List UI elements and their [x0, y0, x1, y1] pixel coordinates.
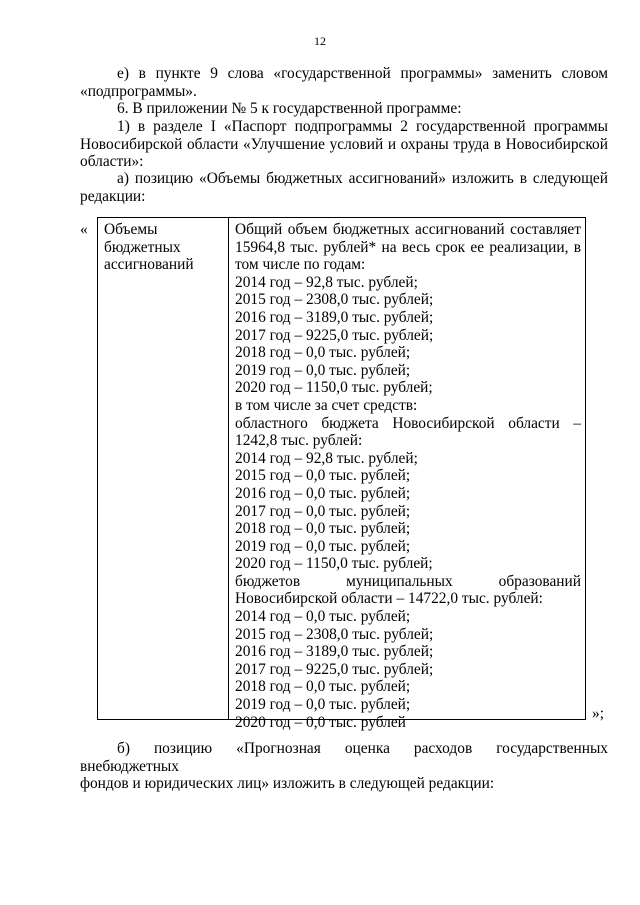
- paragraph-line: фондов и юридических лиц» изложить в следующей редакции:: [80, 775, 495, 793]
- paragraph-line: области»:: [80, 153, 144, 171]
- value-line: 2017 год – 9225,0 тыс. рублей;: [235, 326, 434, 344]
- value-line: 2020 год – 0,0 тыс. рублей: [235, 713, 406, 731]
- paragraph-line: 6. В приложении № 5 к государственной программе:: [117, 100, 462, 117]
- value-line: 2016 год – 3189,0 тыс. рублей;: [235, 308, 434, 326]
- value-line: 1242,8 тыс. рублей:: [235, 432, 363, 450]
- closing-quote: »;: [592, 705, 604, 722]
- value-line: 2020 год – 1150,0 тыс. рублей;: [235, 555, 433, 573]
- paragraph-1: [80, 118, 608, 171]
- value-line: 2014 год – 92,8 тыс. рублей;: [235, 273, 418, 291]
- value-line: 2015 год – 0,0 тыс. рублей;: [235, 467, 411, 485]
- value-line: 2019 год – 0,0 тыс. рублей;: [235, 696, 411, 714]
- paragraph-line: 1) в разделе I «Паспорт подпрограммы 2 государственной программы: [117, 118, 608, 135]
- value-line: Новосибирской области – 14722,0 тыс. рублей:: [235, 590, 543, 608]
- value-line: 2019 год – 0,0 тыс. рублей;: [235, 361, 411, 379]
- paragraph-line: «подпрограммы».: [80, 82, 197, 100]
- opening-quote: «: [80, 221, 88, 238]
- value-line: 2017 год – 0,0 тыс. рублей;: [235, 502, 411, 520]
- value-line: 2018 год – 0,0 тыс. рублей;: [235, 520, 411, 538]
- value-line: 2018 год – 0,0 тыс. рублей;: [235, 344, 411, 362]
- value-line: Общий объем бюджетных ассигнований составляет: [235, 221, 581, 238]
- value-line: 15964,8 тыс. рублей* на весь срок ее реализации, в: [235, 238, 581, 256]
- value-line: 2016 год – 0,0 тыс. рублей;: [235, 484, 411, 502]
- label-line: ассигнований: [104, 256, 194, 274]
- table-label-cell: [104, 221, 222, 274]
- label-line: Объемы: [104, 221, 158, 238]
- value-line: 2018 год – 0,0 тыс. рублей;: [235, 678, 411, 696]
- value-line: 2015 год – 2308,0 тыс. рублей;: [235, 625, 434, 643]
- budget-allocations-table: [97, 217, 586, 731]
- value-line: 2014 год – 92,8 тыс. рублей;: [235, 449, 418, 467]
- value-line: том числе по годам:: [235, 256, 366, 274]
- label-line: бюджетных: [104, 238, 181, 256]
- paragraph-line: Новосибирской области «Улучшение условий и охраны труда в Новосибирской: [80, 135, 608, 153]
- value-line: 2017 год – 9225,0 тыс. рублей;: [235, 660, 434, 678]
- value-line: 2020 год – 1150,0 тыс. рублей;: [235, 379, 433, 397]
- value-line: областного бюджета Новосибирской области –: [235, 414, 581, 432]
- value-line: бюджетов муниципальных образований: [235, 572, 581, 590]
- value-line: 2015 год – 2308,0 тыс. рублей;: [235, 291, 434, 309]
- paragraph-a: [80, 170, 608, 205]
- paragraph-e: [80, 65, 608, 100]
- value-line: 2014 год – 0,0 тыс. рублей;: [235, 608, 411, 626]
- value-line: 2019 год – 0,0 тыс. рублей;: [235, 537, 411, 555]
- paragraph-6: [80, 100, 608, 118]
- paragraph-b: [80, 740, 608, 793]
- value-line: в том числе за счет средств:: [235, 396, 418, 414]
- paragraph-line: б) позицию «Прогнозная оценка расходов государственных внебюджетных: [80, 740, 608, 775]
- table-column-divider: [228, 218, 229, 719]
- page-number: 12: [314, 34, 326, 48]
- paragraph-line: е) в пункте 9 слова «государственной программы» заменить словом: [117, 65, 608, 82]
- table-value-cell: [235, 221, 581, 731]
- value-line: 2016 год – 3189,0 тыс. рублей;: [235, 643, 434, 661]
- paragraph-line: а) позицию «Объемы бюджетных ассигнований» изложить в следующей: [117, 170, 608, 187]
- paragraph-line: редакции:: [80, 187, 146, 205]
